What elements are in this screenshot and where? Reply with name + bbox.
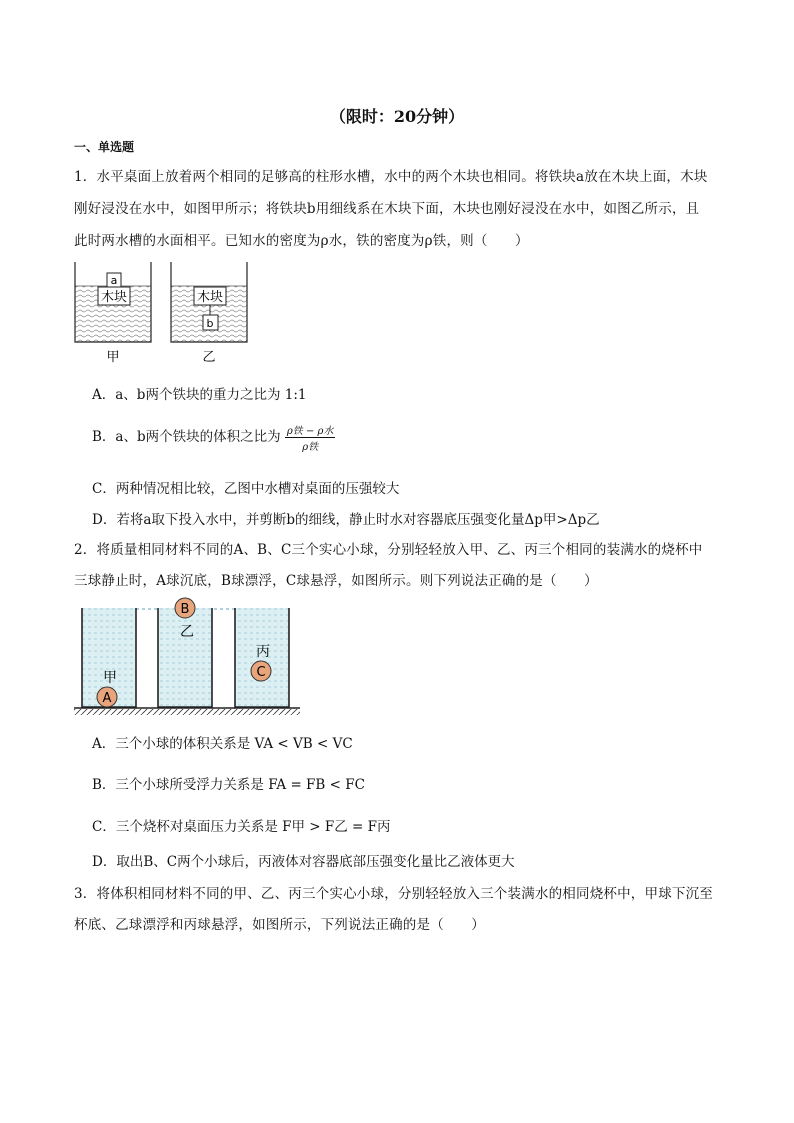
page-title: （限时：20分钟） [329, 107, 465, 126]
beaker-label-yi: 乙 [180, 624, 194, 640]
wood-label-jia: 木块 [100, 290, 128, 305]
q1-option-d: D．若将a取下投入水中，并剪断b的细线，静止时水对容器底压强变化量Δp甲>Δp乙 [92, 512, 600, 528]
beaker-label-bing: 丙 [256, 644, 270, 660]
ball-c-label: C [256, 665, 266, 680]
iron-b-label: b [206, 317, 214, 330]
tank-yi [171, 262, 247, 365]
ball-a-label: A [102, 691, 112, 706]
q1-option-b-fraction [285, 422, 336, 453]
q2-option-b: B．三个小球所受浮力关系是 FA = FB < FC [92, 777, 365, 793]
tank-jia [75, 262, 151, 365]
q2-text-line1: 2．将质量相同材料不同的A、B、C三个实心小球，分别轻轻放入甲、乙、丙三个相同的装满水的烧杯中 [74, 542, 703, 558]
beaker-yi [158, 598, 212, 707]
q2-figure [70, 594, 310, 718]
iron-a-label: a [110, 274, 118, 287]
beaker-bing [235, 608, 289, 707]
q1-text-line3: 此时两水槽的水面相平。已知水的密度为ρ水，铁的密度为ρ铁，则（ ） [74, 233, 529, 249]
q2-text-line2: 三球静止时，A球沉底，B球漂浮，C球悬浮，如图所示。则下列说法正确的是（ ） [74, 573, 598, 589]
q2-option-d: D．取出B、C两个小球后，丙液体对容器底部压强变化量比乙液体更大 [92, 854, 515, 870]
q1-option-b-text: B．a、b两个铁块的体积之比为 [92, 429, 281, 445]
q1-option-c: C．两种情况相比较，乙图中水槽对桌面的压强较大 [92, 481, 400, 497]
q1-text-line2: 刚好浸没在水中，如图甲所示；将铁块b用细线系在木块下面，木块也刚好浸没在水中，如图乙所示，且 [74, 201, 700, 217]
fraction-numerator: ρ铁 − ρ水 [285, 422, 336, 438]
q1-option-b [92, 422, 335, 453]
beaker-label-jia: 甲 [103, 670, 117, 686]
fig-label-yi: 乙 [202, 350, 216, 365]
q3-text-line1: 3．将体积相同材料不同的甲、乙、丙三个实心小球，分别轻轻放入三个装满水的相同烧杯中，甲球下沉至 [74, 886, 713, 902]
fraction-denominator: ρ铁 [302, 442, 319, 453]
q1-figure [70, 258, 260, 366]
q1-option-a: A．a、b两个铁块的重力之比为 1:1 [92, 387, 307, 403]
fig-label-jia: 甲 [106, 350, 120, 365]
q2-option-c: C．三个烧杯对桌面压力关系是 F甲 > F乙 = F丙 [92, 819, 391, 835]
q3-text-line2: 杯底、乙球漂浮和丙球悬浮，如图所示，下列说法正确的是（ ） [74, 917, 485, 933]
q1-text-line1: 1．水平桌面上放着两个相同的足够高的柱形水槽，水中的两个木块也相同。将铁块a放在木块上面，木块 [74, 169, 708, 185]
q2-option-a: A．三个小球的体积关系是 VA < VB < VC [92, 736, 353, 752]
section-heading: 一、单选题 [74, 140, 135, 154]
ball-b-label: B [180, 602, 190, 617]
beaker-jia [82, 608, 136, 707]
wood-label-yi: 木块 [196, 290, 224, 305]
